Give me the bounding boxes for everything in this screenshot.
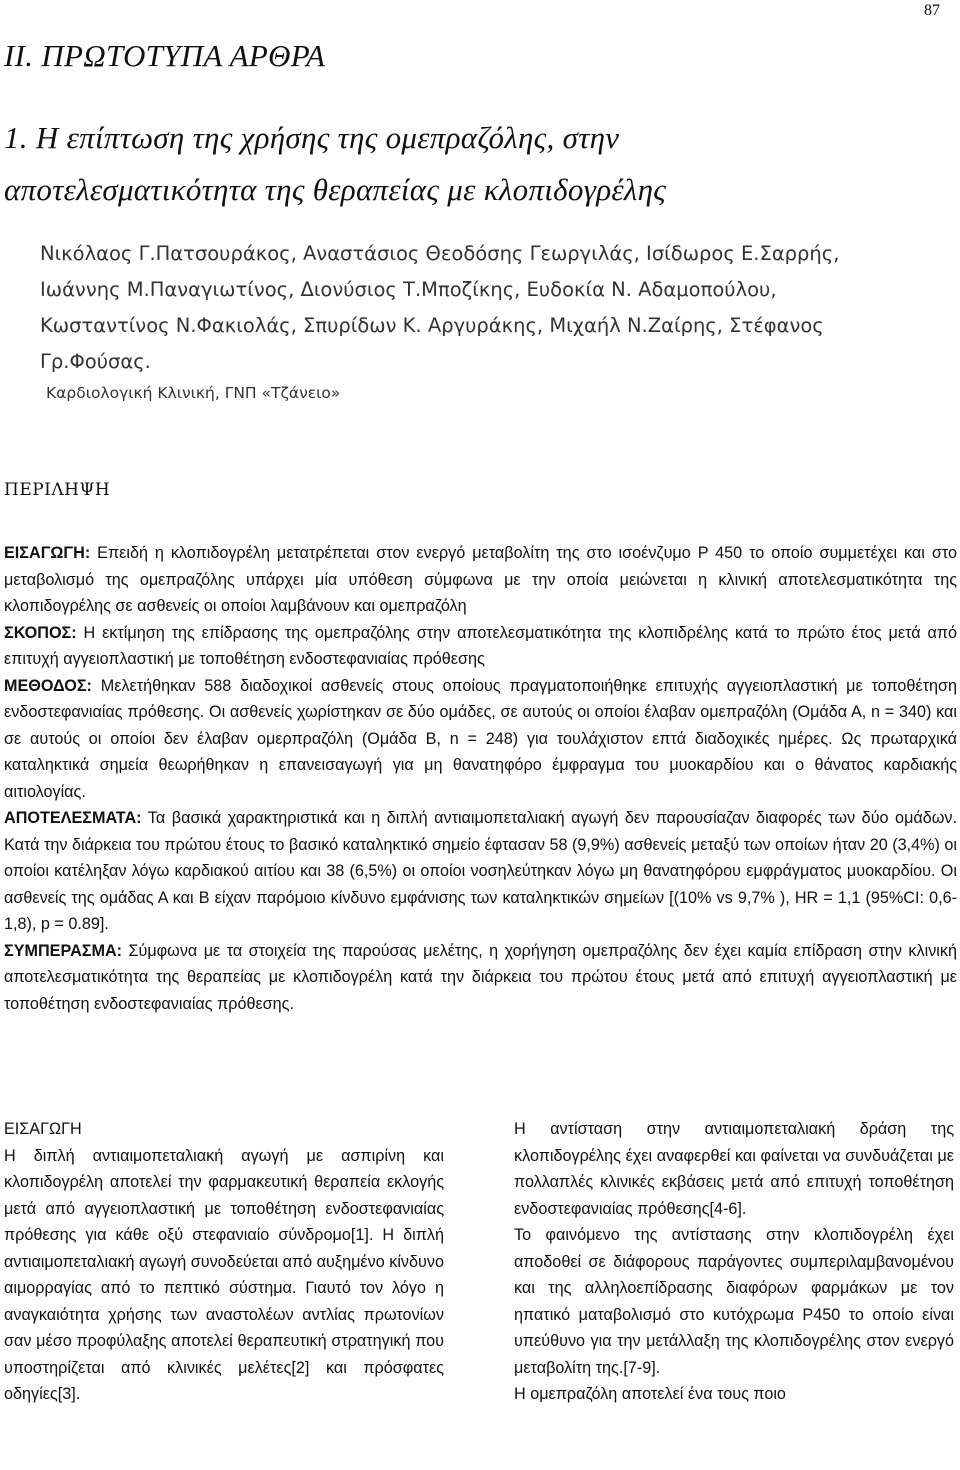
author-line: Νικόλαος Γ.Πατσουράκος, Αναστάσιος Θεοδόσης Γεωργιλάς, Ισίδωρος Ε.Σαρρής, [40,242,840,265]
abstract-label: ΕΙΣΑΓΩΓΗ: [4,544,91,562]
abstract-text: Μελετήθηκαν 588 διαδοχικοί ασθενείς στους οποίους πραγματοποιήθηκε επιτυχής αγγειοπλαστική με τοποθέτηση ενδοστεφανιαίας πρόθεσης. Οι ασθενείς χωρίστηκαν σε δύο ομάδες, σε αυτούς οι οποίοι έλαβαν ομεπραζόλη (Ομάδα Α, n = 340) και σε αυτούς οι οποίοι δεν έλαβαν ομερπραζόλη (Ομάδα Β, n = 248) για τουλάχιστον επτά διαδοχικές ημέρες. Ως πρωταρχικά καταληκτικά σημεία θεωρήθηκαν η επανεισαγωγή για μη θανατηφόρο έμφραγμα του μυοκαρδίου και ο θάνατος καρδιακής αιτιολογίας. [4,676,957,801]
abstract-aim [4,620,957,673]
body-column-left [4,1116,444,1408]
author-line: Γρ.Φούσας. [40,350,151,373]
page-number: 87 [924,2,940,19]
author-line: Κωσταντίνος Ν.Φακιολάς, Σπυρίδων Κ. Αργυράκης, Μιχαήλ Ν.Ζαίρης, Στέφανος [40,314,824,337]
abstract-text: Τα βασικά χαρακτηριστικά και η διπλή αντιαιμοπεταλιακή αγωγή δεν παρουσίαζαν διαφορές των δύο ομάδων. Κατά την διάρκεια του πρώτου έτους το βασικό καταληκτικό σημείο έφτασαν 58 (9,9%) ασθενείς μεταξύ των οποίων ήταν 20 (3,4%) οι οποίοι κατέληξαν λόγω καρδιακού αιτίου και 38 (6,5%) οι οποίοι νοσηλεύτηκαν λόγω μη θανατηφόρου εμφράγματος μυοκαρδίου. Οι ασθενείς της ομάδας Α και Β είχαν παρόμοιο κίνδυνο εμφάνισης των καταληκτικών σημείων [(10% vs 9,7% ), HR = 1,1 (95%CI: 0,6-1,8), p = 0.89]. [4,809,957,933]
article-title-line1: 1. Η επίπτωση της χρήσης της ομεπραζόλης, στην [4,120,620,155]
body-column-right [514,1116,954,1408]
abstract-text: Σύμφωνα με τα στοιχεία της παρούσας μελέτης, η χορήγηση ομεπραζόλης δεν έχει καμία επίδραση στην κλινική αποτελεσματικότητα της θεραπείας με κλοπιδογρέλη κατά την διάρκεια του πρώτου έτους μετά από επιτυχή αγγειοπλαστική με τοποθέτηση ενδοστεφανιαίας πρόθεσης. [4,941,957,1013]
abstract-conclusion [4,938,957,1018]
article-title-line2: αποτελεσματικότητα της θεραπείας με κλοπιδογρέλης [4,172,667,207]
abstract-text: Επειδή η κλοπιδογρέλη μετατρέπεται στον ενεργό μεταβολίτη της στο ισοένζυμο P 450 το οποίο συμμετέχει και στο μεταβολισμό της ομεπραζόλης υπάρχει μία υπόθεση σύμφωνα με την οποία μειώνεται η κλινική αποτελεσματικότητα της κλοπιδογρέλης σε ασθενείς οι οποίοι λαμβάνουν και ομεπραζόλη [4,544,957,615]
body-paragraph: Η ομεπραζόλη αποτελεί ένα τους ποιο [514,1385,786,1403]
abstract-label: ΜΕΘΟΔΟΣ: [4,676,92,695]
abstract-introduction [4,540,957,620]
abstract-method [4,673,957,806]
abstract-results [4,805,957,938]
abstract-label: ΣΚΟΠΟΣ: [4,623,77,642]
author-line: Ιωάννης Μ.Παναγιωτίνος, Διονύσιος Τ.Μποζίκης, Ευδοκία Ν. Αδαμοπούλου, [40,278,777,301]
abstract [4,540,957,1017]
abstract-label: ΑΠΟΤΕΛΕΣΜΑΤΑ: [4,809,142,827]
body-paragraph: Η διπλή αντιαιμοπεταλιακή αγωγή με ασπιρίνη και κλοπιδογρέλη αποτελεί την φαρμακευτική θεραπεία εκλογής μετά από αγγειοπλαστική με τοποθέτηση ενδοστεφανιαίας πρόθεσης για κάθε οξύ στεφανιαίο σύνδρομο[1]. Η διπλή αντιαιμοπεταλιακή αγωγή συνοδεύεται από αυξημένο κίνδυνο αιμορραγίας από το πεπτικό σύστημα. Γιαυτό τον λόγο η αναγκαιότητα χρήσης των αναστολέων αντλίας πρωτονίων σαν μέσο προφύλαξης αποτελεί θεραπευτική στρατηγική που υποστηρίζεται από κλινικές μελέτες[2] και πρόσφατες οδηγίες[3]. [4,1146,444,1403]
body-paragraph: Το φαινόμενο της αντίστασης στην κλοπιδογρέλη έχει αποδοθεί σε διάφορους παράγοντες συμπεριλαμβανομένου και της αλληλοεπίδρασης διαφόρων φαρμάκων με τον ηπατικό ματαβολισμό στο κυτόχρωμα P450 το οποίο είναι υπεύθυνο για την μετάλλαξη της κλοπιδογρέλης στον ενεργό μεταβολίτη της.[7-9]. [514,1226,954,1377]
abstract-label: ΣΥΜΠΕΡΑΣΜΑ: [4,941,123,960]
introduction-heading: ΕΙΣΑΓΩΓΗ [4,1120,82,1138]
author-list [40,236,940,380]
section-heading: II. ΠΡΩΤΟΤΥΠΑ ΑΡΘΡΑ [4,38,326,73]
summary-heading: ΠΕΡΙΛΗΨΗ [4,480,111,500]
abstract-text: Η εκτίμηση της επίδρασης της ομεπραζόλης στην αποτελεσματικότητα της κλοπιδρέλης κατά το πρώτο έτος μετά από επιτυχή αγγειοπλαστική με τοποθέτηση ενδοστεφανιαίας πρόθεσης [4,623,957,668]
article-title [4,112,904,216]
body-paragraph: Η αντίσταση στην αντιαιμοπεταλιακή δράση της κλοπιδογρέλης έχει αναφερθεί και φαίνεται να συνδυάζεται με πολλαπλές κλινικές εκβάσεις μετά από επιτυχή τοποθέτηση ενδοστεφανιαίας πρόθεσης[4-6]. [514,1120,954,1218]
affiliation: Καρδιολογική Κλινική, ΓΝΠ «Τζάνειο» [46,384,341,402]
